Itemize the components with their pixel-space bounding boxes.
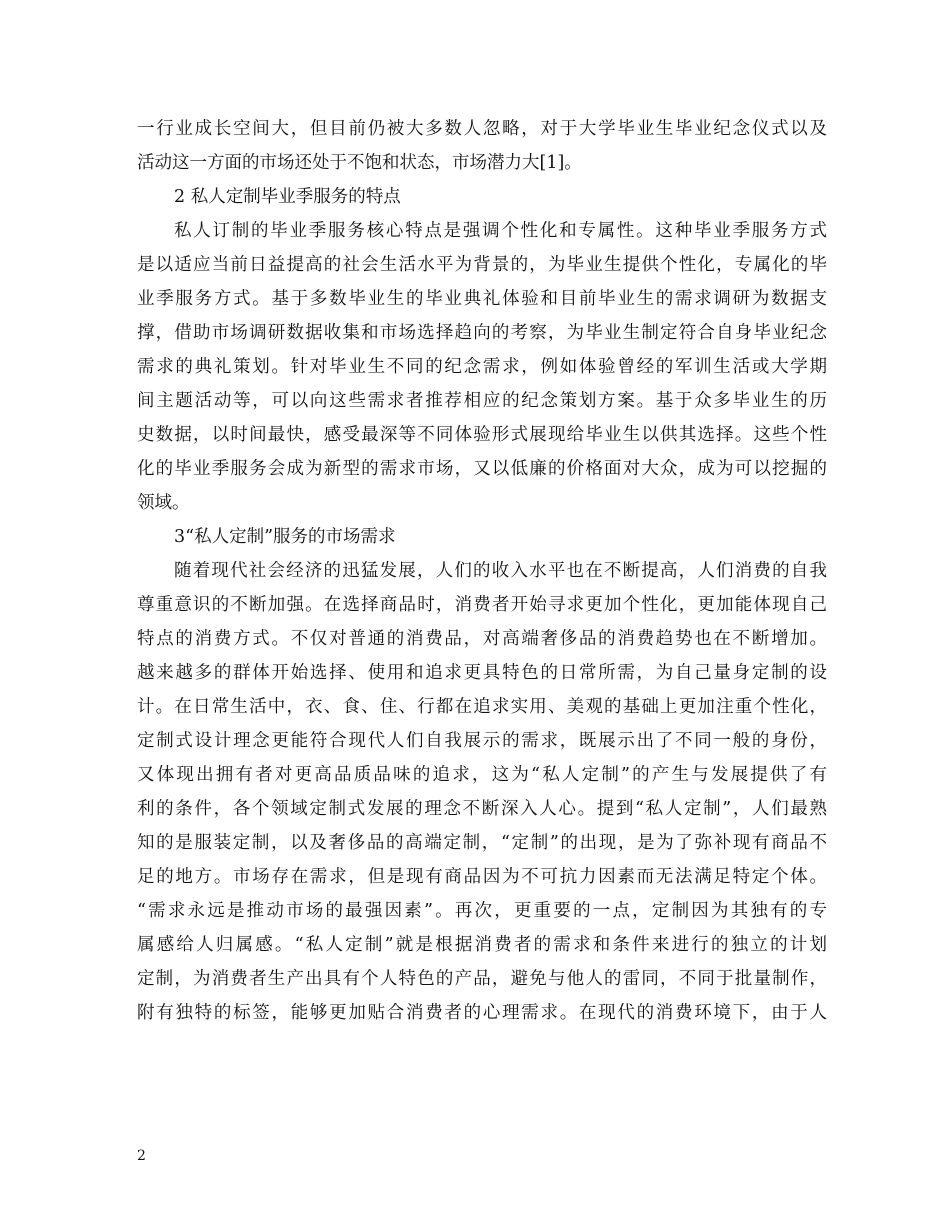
text-line: 随着现代社会经济的迅猛发展，人们的收入水平也在不断提高，人们消费的自我 [174, 561, 827, 581]
section-heading: 2 私人定制毕业季服务的特点 [174, 187, 401, 207]
text-line: 又体现出拥有者对更高品质品味的追求，这为“私人定制”的产生与发展提供了有 [137, 765, 827, 785]
text-line: 需求的典礼策划。针对毕业生不同的纪念需求，例如体验曾经的军训生活或大学期 [137, 357, 827, 377]
text-line: 足的地方。市场存在需求，但是现有商品因为不可抗力因素而无法满足特定个体。 [137, 867, 827, 887]
text-line: 间主题活动等，可以向这些需求者推荐相应的纪念策划方案。基于众多毕业生的历 [137, 391, 827, 411]
text-line: 附有独特的标签，能够更加贴合消费者的心理需求。在现代的消费环境下，由于人 [137, 1003, 827, 1023]
text-line: 属感给人归属感。“私人定制”就是根据消费者的需求和条件来进行的独立的计划 [137, 935, 827, 955]
text-line: 史数据，以时间最快，感受最深等不同体验形式展现给毕业生以供其选择。这些个性 [137, 425, 827, 445]
text-line: 活动这一方面的市场还处于不饱和状态，市场潜力大[1]。 [137, 153, 582, 173]
text-line: 一行业成长空间大，但目前仍被大多数人忽略，对于大学毕业生毕业纪念仪式以及 [137, 119, 827, 139]
text-line: 知的是服装定制，以及奢侈品的高端定制，“定制”的出现，是为了弥补现有商品不 [137, 833, 827, 853]
text-line: 化的毕业季服务会成为新型的需求市场，又以低廉的价格面对大众，成为可以挖掘的 [137, 459, 827, 479]
text-line: 利的条件，各个领域定制式发展的理念不断深入人心。提到“私人定制”，人们最熟 [137, 799, 827, 819]
text-line: 特点的消费方式。不仅对普通的消费品，对高端奢侈品的消费趋势也在不断增加。 [137, 629, 827, 649]
text-line: 业季服务方式。基于多数毕业生的毕业典礼体验和目前毕业生的需求调研为数据支 [137, 289, 827, 309]
text-line: 定制式设计理念更能符合现代人们自我展示的需求，既展示出了不同一般的身份， [137, 731, 827, 751]
text-line: 私人订制的毕业季服务核心特点是强调个性化和专属性。这种毕业季服务方式 [174, 221, 827, 241]
text-line: “需求永远是推动市场的最强因素”。再次，更重要的一点，定制因为其独有的专 [137, 901, 827, 921]
text-line: 尊重意识的不断加强。在选择商品时，消费者开始寻求更加个性化，更加能体现自己 [137, 595, 827, 615]
text-line: 撑，借助市场调研数据收集和市场选择趋向的考察，为毕业生制定符合自身毕业纪念 [137, 323, 827, 343]
page-number: 2 [137, 1148, 146, 1164]
text-line: 定制，为消费者生产出具有个人特色的产品，避免与他人的雷同，不同于批量制作， [137, 969, 827, 989]
text-line: 越来越多的群体开始选择、使用和追求更具特色的日常所需，为自己量身定制的设 [137, 663, 827, 683]
section-heading: 3“私人定制”服务的市场需求 [174, 527, 396, 547]
text-line: 计。在日常生活中，衣、食、住、行都在追求实用、美观的基础上更加注重个性化， [137, 697, 827, 717]
text-line: 是以适应当前日益提高的社会生活水平为背景的，为毕业生提供个性化，专属化的毕 [137, 255, 827, 275]
text-line: 领域。 [137, 493, 190, 513]
body-text [137, 112, 827, 1030]
